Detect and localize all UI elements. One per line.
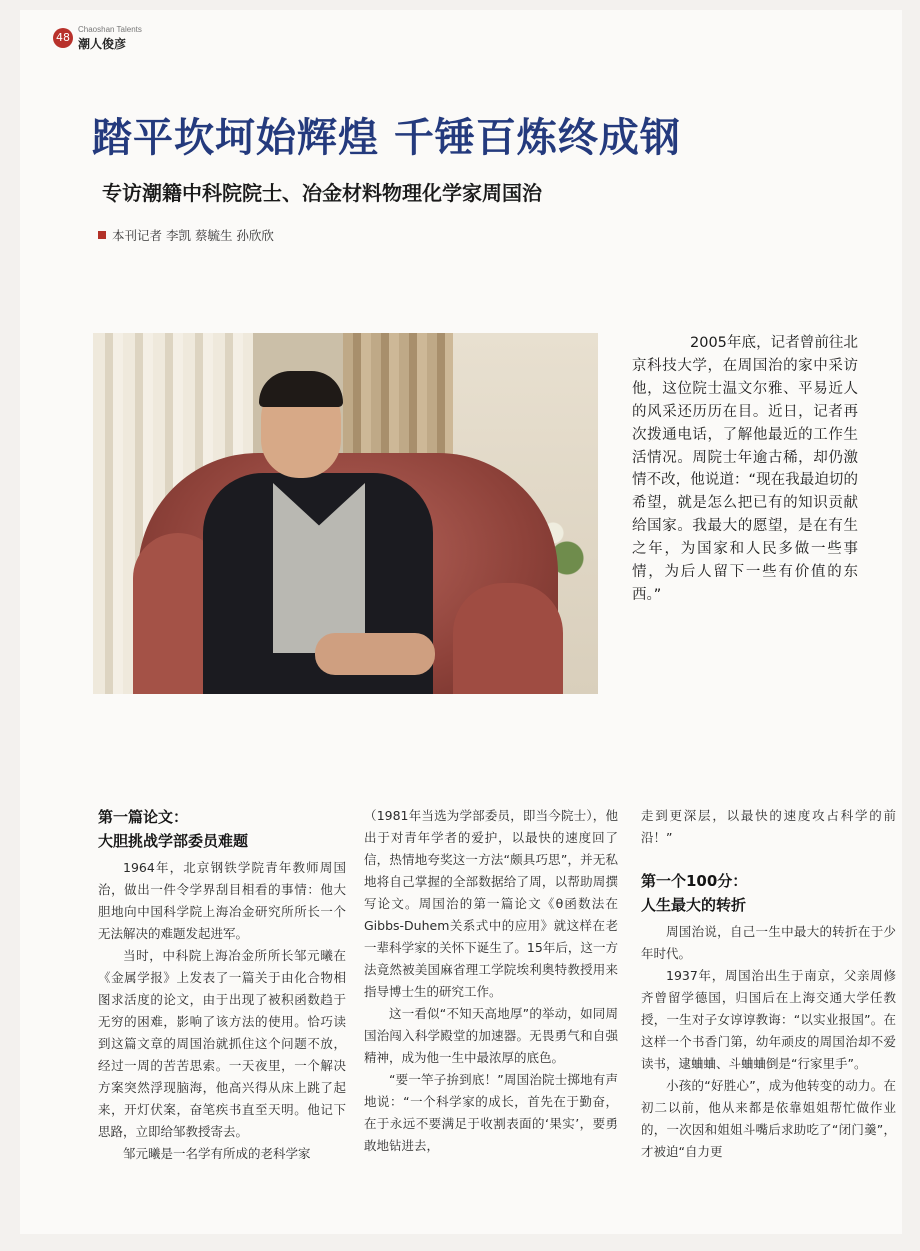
text-column-1 [98, 805, 346, 1165]
paragraph: 小孩的“好胜心”，成为他转变的动力。在初二以前，他从来都是依靠姐姐帮忙做作业的，一次因和姐姐斗嘴后求助吃了“闭门羹”，才被迫“自力更 [641, 1078, 896, 1159]
section2-heading-line2: 人生最大的转折 [641, 896, 747, 914]
paragraph: 周国治说，自己一生中最大的转折在于少年时代。 [641, 924, 896, 961]
text-column-2 [364, 805, 618, 1157]
paragraph: 当时，中科院上海冶金所所长邹元曦在《金属学报》上发表了一篇关于由化合物相图求活度的论文，由于出现了被积函数趋于无穷的困难，影响了该方法的使用。恰巧读到这篇文章的周国治就抓住这个问题不放，经过一周的苦苦思索。一天夜里，一个解决方案突然浮现脑海，他高兴得从床上跳了起来，开灯伏案，奋笔疾书直至天明。他记下思路，立即给邹教授寄去。 [98, 948, 346, 1139]
article-subtitle: 专访潮籍中科院院士、冶金材料物理化学家周国治 [102, 181, 542, 205]
paragraph: （1981年当选为学部委员，即当今院士），他出于对青年学者的爱护，以最快的速度回了信，热情地夸奖这一方法“颇具巧思”，并无私地将自己掌握的全部数据给了周，以帮助周撰写论文。周国治的第一篇论文《θ函数法在Gibbs-Duhem关系式中的应用》就这样在老一辈科学家的关怀下诞生了。15年后，这一方法竟然被美国麻省理工学院埃利奥特教授用来指导博士生的研究工作。 [364, 808, 618, 999]
article-title: 踏平坎坷始辉煌 千锤百炼终成钢 [92, 115, 681, 161]
photo-hair [259, 371, 343, 407]
photo-hands [315, 633, 435, 675]
page-number-badge: 48 [53, 28, 73, 48]
section-label-en: Chaoshan Talents [78, 25, 142, 34]
paragraph: 邹元曦是一名学有所成的老科学家 [123, 1146, 311, 1161]
byline-square-icon [98, 231, 106, 239]
magazine-page [20, 10, 902, 1234]
paragraph: 这一看似“不知天高地厚”的举动，如同周国治闯入科学殿堂的加速器。无畏勇气和自强精神，成为他一生中最浓厚的底色。 [364, 1006, 618, 1065]
byline-text: 本刊记者 李凯 蔡毓生 孙欣欣 [112, 228, 274, 243]
intro-paragraph: 2005年底，记者曾前往北京科技大学，在周国治的家中采访他，这位院士温文尔雅、平易近人的风采还历历在目。近日，记者再次拨通电话，了解他最近的工作生活情况。周院士年逾古稀，却仍激情不改，他说道：“现在我最迫切的希望，就是怎么把已有的知识贡献给国家。我最大的愿望，是在有生之年，为国家和人民多做一些事情，为后人留下一些有价值的东西。” [632, 335, 858, 603]
paragraph: “要一竿子拚到底！”周国治院士掷地有声地说：“一个科学家的成长，首先在于勤奋，在于永远不要满足于收割表面的‘果实’，要勇敢地钻进去， [364, 1072, 618, 1153]
paragraph: 1937年，周国治出生于南京，父亲周修齐曾留学德国，归国后在上海交通大学任教授，一生对子女谆谆教诲：“以实业报国”。在这样一个书香门第，幼年顽皮的周国治却不爱读书，逮蛐蛐、斗蛐蛐倒是“行家里手”。 [641, 968, 896, 1071]
text-column-3 [641, 805, 896, 1163]
section1-heading-line2: 大胆挑战学部委员难题 [98, 832, 249, 850]
section1-heading-line1: 第一篇论文： [98, 808, 189, 826]
portrait-photo [93, 333, 598, 694]
paragraph: 1964年，北京钢铁学院青年教师周国治，做出一件令学界刮目相看的事情：他大胆地向中国科学院上海冶金研究所所长一个无法解决的难题发起进军。 [98, 860, 346, 941]
byline [98, 226, 274, 244]
section2-heading-line1: 第一个100分： [641, 872, 748, 890]
section-label-cn: 潮人俊彦 [78, 37, 127, 51]
photo-armchair-right-arm [453, 583, 563, 694]
paragraph: 走到更深层，以最快的速度攻占科学的前沿！” [641, 808, 896, 845]
